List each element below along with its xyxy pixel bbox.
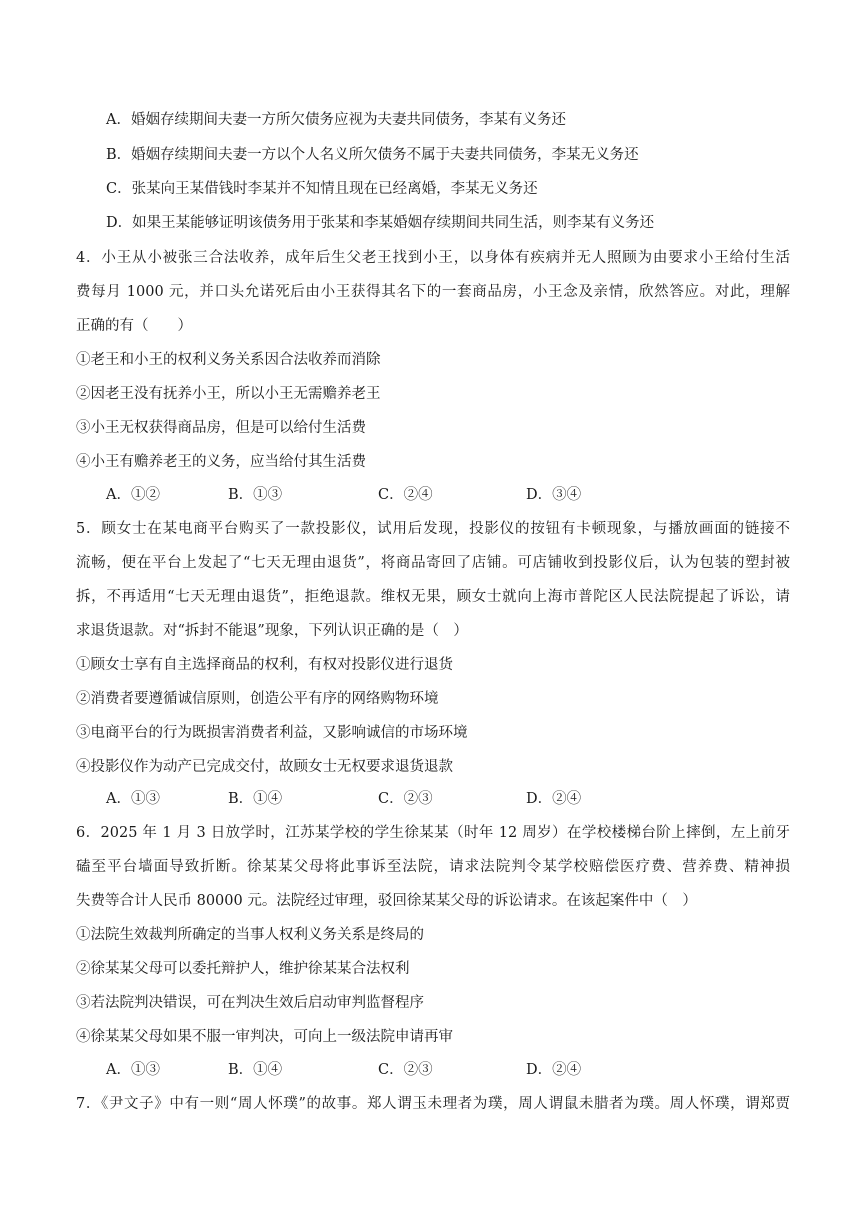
q4-statement: ④小王有赡养老王的义务，应当给付其生活费 <box>76 454 366 470</box>
q4-stem-line: 费每月 1000 元，并口头允诺死后由小王获得其名下的一套商品房，小王念及亲情，欣然答应。对此，理解 <box>76 284 790 300</box>
q5-option-a: A．①③ <box>106 791 160 807</box>
q4-statement: ③小王无权获得商品房，但是可以给付生活费 <box>76 420 366 436</box>
q3-option-a: A．婚姻存续期间夫妻一方所欠债务应视为夫妻共同债务，李某有义务还 <box>106 112 566 128</box>
q5-statement: ③电商平台的行为既损害消费者利益，又影响诚信的市场环境 <box>76 725 468 741</box>
q5-option-b: B．①④ <box>228 791 283 807</box>
q4-option-a: A．①② <box>106 487 160 503</box>
q4-option-b: B．①③ <box>228 487 283 503</box>
q6-option-b: B．①④ <box>228 1062 283 1078</box>
q6-statement: ④徐某某父母如果不服一审判决，可向上一级法院申请再审 <box>76 1029 453 1045</box>
q5-statement: ②消费者要遵循诚信原则，创造公平有序的网络购物环境 <box>76 691 439 707</box>
q4-option-c: C．②④ <box>378 487 433 503</box>
q6-statement: ③若法院判决错误，可在判决生效后启动审判监督程序 <box>76 995 424 1011</box>
q6-stem-line: 磕至平台墙面导致折断。徐某某父母将此事诉至法院，请求法院判令某学校赔偿医疗费、营养费、精神损 <box>76 859 790 875</box>
q7-stem-line: 7．《尹文子》中有一则“周人怀璞”的故事。郑人谓玉未理者为璞，周人谓鼠未腊者为璞。周人怀璞，谓郑贾 <box>76 1096 790 1112</box>
q5-option-c: C．②③ <box>378 791 433 807</box>
q3-option-c: C．张某向王某借钱时李某并不知情且现在已经离婚，李某无义务还 <box>106 181 538 197</box>
q5-stem-line: 5．顾女士在某电商平台购买了一款投影仪，试用后发现，投影仪的按钮有卡顿现象，与播放画面的链接不 <box>76 521 790 537</box>
q5-stem-line: 拆，不再适用“七天无理由退货”，拒绝退款。维权无果，顾女士就向上海市普陀区人民法院提起了诉讼，请 <box>76 589 790 605</box>
q5-statement: ①顾女士享有自主选择商品的权利，有权对投影仪进行退货 <box>76 657 453 673</box>
q6-stem-line: 6．2025 年 1 月 3 日放学时，江苏某学校的学生徐某某（时年 12 周岁）在学校楼梯台阶上摔倒，左上前牙 <box>76 825 790 841</box>
q3-option-d: D．如果王某能够证明该债务用于张某和李某婚姻存续期间共同生活，则李某有义务还 <box>106 215 655 231</box>
q3-option-b: B．婚姻存续期间夫妻一方以个人名义所欠债务不属于夫妻共同债务，李某无义务还 <box>106 147 639 163</box>
q6-option-a: A．①③ <box>106 1062 160 1078</box>
q4-statement: ②因老王没有抚养小王，所以小王无需赡养老王 <box>76 386 381 402</box>
q5-stem-line: 流畅，便在平台上发起了“七天无理由退货”，将商品寄回了店铺。可店铺收到投影仪后，认为包装的塑封被 <box>76 555 790 571</box>
q4-statement: ①老王和小王的权利义务关系因合法收养而消除 <box>76 352 381 368</box>
q6-statement: ①法院生效裁判所确定的当事人权利义务关系是终局的 <box>76 927 424 943</box>
q5-option-d: D．②④ <box>526 791 582 807</box>
q6-stem-line: 失费等合计人民币 80000 元。法院经过审理，驳回徐某某父母的诉讼请求。在该起案件中（ ） <box>76 893 697 909</box>
q6-option-c: C．②③ <box>378 1062 433 1078</box>
q5-statement: ④投影仪作为动产已完成交付，故顾女士无权要求退货退款 <box>76 759 453 775</box>
q6-option-d: D．②④ <box>526 1062 582 1078</box>
q4-option-d: D．③④ <box>526 487 582 503</box>
q4-stem-line: 正确的有（ ） <box>76 318 192 334</box>
q5-stem-line: 求退货退款。对“拆封不能退”现象，下列认识正确的是（ ） <box>76 623 468 639</box>
q6-statement: ②徐某某父母可以委托辩护人，维护徐某某合法权利 <box>76 961 410 977</box>
q4-stem-line: 4．小王从小被张三合法收养，成年后生父老王找到小王，以身体有疾病并无人照顾为由要求小王给付生活 <box>76 250 790 266</box>
